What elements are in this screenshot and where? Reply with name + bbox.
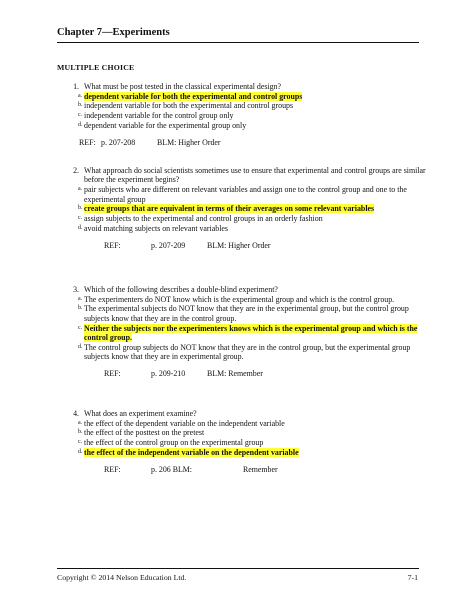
correct-answer: dependent variable for both the experimental and control groups bbox=[84, 91, 303, 101]
question-text: What does an experiment examine? bbox=[84, 409, 197, 418]
question-text: What approach do social scientists sometimes use to ensure that experimental and control groups are similar before the experiment begins? bbox=[84, 166, 426, 185]
copyright-notice: Copyright © 2014 Nelson Education Ltd. bbox=[57, 573, 187, 582]
option-a: a. dependent variable for both the experimental and control groups bbox=[78, 91, 303, 101]
option-d: d. The control group subjects do NOT know that they are in the control group, but the experimental group subjects know that they are in experimental group. bbox=[78, 342, 411, 362]
option-d: d. dependent variable for the experimental group only bbox=[78, 120, 247, 130]
question-text: Which of the following describes a double-blind experiment? bbox=[84, 285, 278, 294]
option-d: d. the effect of the independent variable on the dependent variable bbox=[78, 447, 299, 457]
option-a: a. pair subjects who are different on relevant variables and assign one to the control group and one to the experimental group bbox=[78, 185, 407, 204]
option-b: b. independent variable for both the experimental and control groups bbox=[78, 101, 294, 111]
footer-rule bbox=[57, 568, 419, 569]
correct-answer: Neither the subjects nor the experimenters knows which is the experimental group and which is the control group. bbox=[84, 323, 418, 342]
question-1 bbox=[57, 82, 427, 148]
question-reference: REF: p. 207-209 BLM: Higher Order bbox=[104, 241, 271, 251]
question-text: What must be post tested in the classical experimental design? bbox=[84, 82, 281, 91]
question-reference: REF: p. 209-210 BLM: Remember bbox=[104, 369, 263, 379]
option-a: a. The experimenters do NOT know which is the experimental group and which is the control group. bbox=[78, 294, 395, 304]
question-reference: REF: p. 207-208 BLM: Higher Order bbox=[79, 138, 221, 148]
option-a: a. the effect of the dependent variable on the independent variable bbox=[78, 418, 285, 428]
question-4 bbox=[57, 409, 427, 475]
header-rule bbox=[57, 42, 419, 43]
correct-answer: the effect of the independent variable on the dependent variable bbox=[84, 447, 299, 457]
option-b: b. the effect of the posttest on the pretest bbox=[78, 428, 205, 438]
correct-answer: create groups that are equivalent in terms of their averages on some relevant variables bbox=[84, 204, 375, 214]
page-number: 7-1 bbox=[407, 573, 418, 582]
question-3 bbox=[57, 285, 427, 379]
option-c: c. assign subjects to the experimental and control groups in an orderly fashion bbox=[78, 213, 323, 223]
question-reference: REF: p. 206 BLM: Remember bbox=[104, 465, 278, 475]
option-c: c. independent variable for the control group only bbox=[78, 111, 234, 121]
option-c: c. the effect of the control group on the experimental group bbox=[78, 438, 264, 448]
section-heading: MULTIPLE CHOICE bbox=[57, 63, 135, 72]
option-c: c. Neither the subjects nor the experimenters knows which is the experimental group and which is the control group. bbox=[78, 323, 418, 342]
question-number: 2. bbox=[73, 166, 79, 175]
option-b: b. The experimental subjects do NOT know that they are in the experimental group, but the control group subjects know that they are in the control group. bbox=[78, 304, 409, 323]
question-number: 3. bbox=[73, 285, 79, 294]
option-d: d. avoid matching subjects on relevant variables bbox=[78, 223, 228, 233]
question-number: 4. bbox=[73, 409, 79, 418]
question-number: 1. bbox=[73, 82, 79, 91]
question-2 bbox=[57, 166, 427, 250]
chapter-title: Chapter 7—Experiments bbox=[57, 27, 170, 38]
option-b: b. create groups that are equivalent in terms of their averages on some relevant variables bbox=[78, 204, 375, 214]
